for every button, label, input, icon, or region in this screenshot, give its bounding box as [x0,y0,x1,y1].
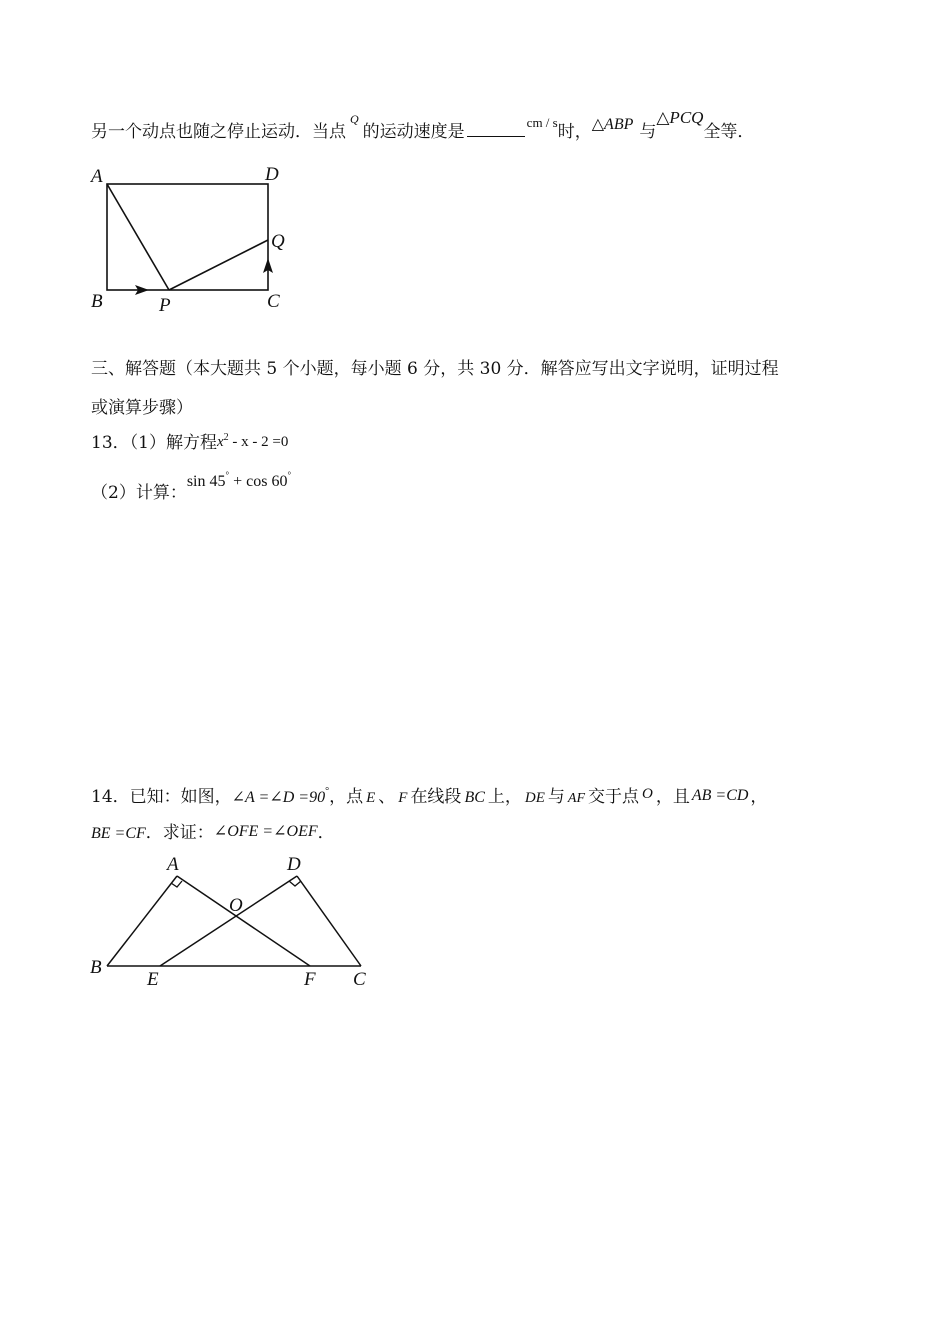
label-a: A [167,854,179,875]
label-b: B [90,957,102,978]
question-14-line2: BE =CF．求证：∠OFE =∠OEF． [91,823,335,843]
label-o: O [229,895,243,916]
unit-cm-s: cm / s [526,115,558,130]
label-p: P [159,295,171,316]
label-b: B [91,291,103,312]
label-d: D [287,854,301,875]
label-c: C [353,969,366,990]
figure-triangles [85,850,385,995]
segment-de [160,876,297,966]
right-angle-d-icon [289,881,301,886]
triangle-abp: △ABP [591,116,634,133]
triangle-pcq: △PCQ [656,108,704,127]
segment-pq [169,240,268,290]
question-13-part2: （2）计算：sin 45° + cos 60° [91,470,292,503]
answer-blank[interactable] [467,135,525,137]
label-e: E [147,969,159,990]
point-q: Q [350,112,359,126]
label-a: A [91,166,103,187]
segment-ab [107,876,177,966]
section-three-heading-cont: 或演算步骤） [91,398,193,418]
section-three-heading: 三、解答题（本大题共 5 个小题，每小题 6 分，共 30 分．解答应写出文字说明，证明过程 [91,359,779,379]
figure-rectangle [85,160,305,320]
rectangle-abcd [107,184,268,290]
prev-question-line: 另一个动点也随之停止运动．当点$^Q$的运动速度是 $^{cm / s}$时，△ABP 与△PCQ全等． [91,108,755,142]
label-f: F [304,969,316,990]
segment-af [177,876,310,966]
question-13-part1: 13．（1）解方程$x^2 - x - 2 =0$ [91,432,289,453]
label-d: D [265,164,279,185]
label-c: C [267,291,280,312]
segment-ap [107,184,169,290]
segment-dc [297,876,361,966]
label-q: Q [271,231,285,252]
question-14-line1: 14．已知：如图，∠A =∠D =90°，点 E 、 F 在线段 BC 上， DE 与 AF 交于点 O ，且 AB =CD ， [91,786,768,807]
